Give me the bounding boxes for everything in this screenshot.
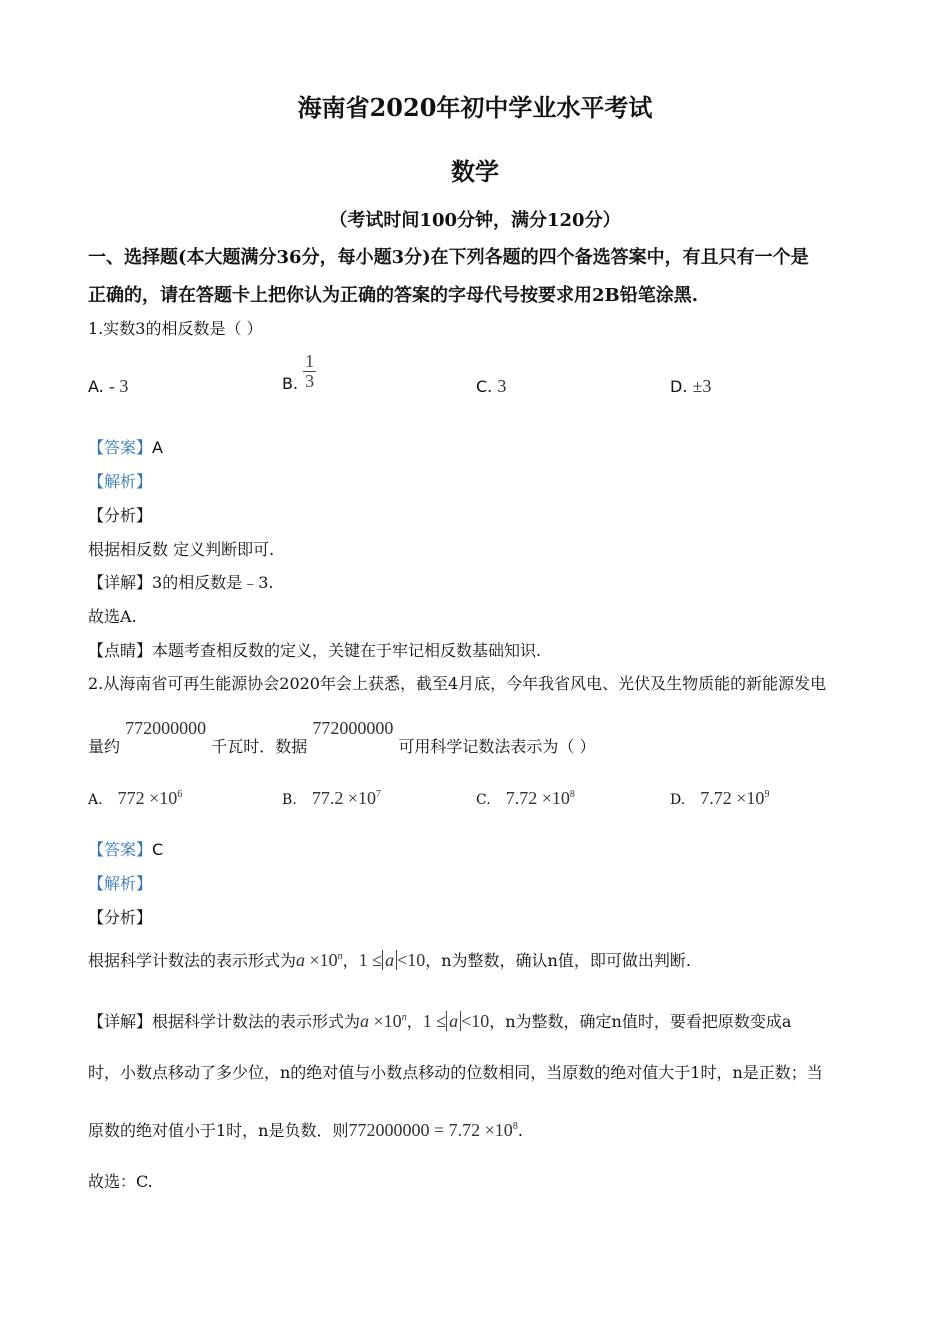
q1-stem: 1.实数3的相反数是（ ）	[88, 319, 263, 338]
q1-comment-text: 本题考查相反数的定义，关键在于牢记相反数基础知识.	[152, 641, 542, 660]
q2-choose: 故选：C.	[88, 1172, 153, 1191]
subject-title: 数学	[451, 157, 499, 186]
q2-option-d-value: $7.72 \times 10^9$	[700, 788, 770, 808]
q2-stem-number1: 772000000	[125, 718, 207, 738]
q2-detail-line3-math: $772000000 = 7.72 \times 10^8$	[348, 1120, 518, 1140]
q1-choose: 故选A.	[88, 607, 137, 626]
q2-option-c-label: C.	[476, 792, 491, 808]
q2-stem-mid: 千瓦时．数据	[211, 737, 308, 756]
q2-option-d-label: D.	[670, 792, 686, 808]
q1-option-d-label: D.	[670, 377, 688, 396]
q1-option-b-label: B.	[282, 374, 299, 393]
q1-option-c-value: 3	[497, 376, 507, 396]
q2-detail-line3-post: .	[517, 1121, 523, 1140]
q1-option-a	[88, 376, 128, 397]
q1-answer	[88, 435, 163, 458]
q1-option-d	[670, 376, 711, 397]
q2-detail-line3	[88, 1118, 523, 1141]
q1-detail-tag: 【详解】	[88, 573, 153, 592]
q1-comment	[88, 638, 541, 661]
q2-option-b	[282, 778, 381, 808]
q2-stem-post: 可用科学记数法表示为（ ）	[398, 737, 596, 756]
q1-option-b-numerator: 1	[305, 351, 315, 372]
q2-detail-line2: 时，小数点移动了多少位，n的绝对值与小数点移动的位数相同，当原数的绝对值大于1时，n是正数；当	[88, 1063, 823, 1082]
q2-answer-tag: 【答案】	[88, 840, 153, 859]
q1-option-b-fraction	[303, 352, 316, 391]
q2-fenxi-post: ，n为整数，确认n值，即可做出判断.	[425, 951, 691, 970]
q2-option-c	[476, 778, 575, 808]
q2-option-c-value: $7.72 \times 10^8$	[505, 788, 575, 808]
q2-option-a	[88, 778, 182, 808]
q2-answer-value: C	[152, 840, 164, 859]
q1-detail-text: 3的相反数是﹣3.	[152, 573, 274, 592]
q2-option-d	[670, 778, 769, 808]
q1-option-a-label: A.	[88, 377, 104, 396]
q2-option-a-label: A.	[88, 792, 103, 808]
q2-fenxi-text	[88, 948, 691, 971]
q2-detail-post: ，n为整数，确定n值时，要看把原数变成a	[489, 1012, 792, 1031]
q2-detail-inequality: 1 ≤ a <10	[422, 1011, 490, 1031]
section-heading-line1: 一、选择题(本大题满分36分，每小题3分)在下列各题的四个备选答案中，有且只有一个是	[88, 247, 809, 268]
q1-analysis-tag: 【解析】	[88, 472, 153, 491]
q1-option-c-label: C.	[476, 377, 493, 396]
q2-fenxi-sep: ，	[342, 951, 359, 970]
q2-fenxi-formula: $a \times 10^n$	[296, 950, 343, 970]
q1-option-b-denominator: 3	[305, 371, 315, 391]
q1-fenxi-tag: 【分析】	[88, 506, 153, 525]
q2-stem-line2	[88, 718, 596, 758]
q2-option-b-label: B.	[282, 792, 297, 808]
q2-detail-formula: $a \times 10^n$	[360, 1011, 407, 1031]
q1-option-c	[476, 376, 506, 397]
q2-stem-number2: 772000000	[312, 718, 394, 738]
q2-option-b-value: $77.2 \times 10^7$	[311, 788, 381, 808]
q2-detail-pre: 根据科学计数法的表示形式为	[152, 1012, 361, 1031]
q2-detail-sep: ，	[406, 1012, 423, 1031]
q1-fenxi-text: 根据相反数 定义判断即可.	[88, 540, 275, 559]
q1-answer-value: A	[152, 438, 163, 457]
q2-detail-tag: 【详解】	[88, 1012, 153, 1031]
q1-option-a-value: - 3	[108, 376, 129, 396]
q1-detail	[88, 570, 273, 593]
q2-detail-line3-pre: 原数的绝对值小于1时，n是负数．则	[88, 1121, 349, 1140]
q1-answer-tag: 【答案】	[88, 438, 153, 457]
q2-analysis-tag: 【解析】	[88, 874, 153, 893]
section-heading-line2: 正确的，请在答题卡上把你认为正确的答案的字母代号按要求用2B铅笔涂黑.	[88, 285, 699, 306]
exam-title: 海南省2020年初中学业水平考试	[297, 93, 653, 122]
q2-detail-line1	[88, 1009, 791, 1032]
q2-option-a-value: $772 \times 10^6$	[117, 788, 183, 808]
q2-stem-line1: 2.从海南省可再生能源协会2020年会上获悉，截至4月底，今年我省风电、光伏及生物质能的新能源发电	[88, 674, 827, 693]
q2-fenxi-tag: 【分析】	[88, 908, 153, 927]
q1-comment-tag: 【点睛】	[88, 641, 153, 660]
q2-answer	[88, 837, 163, 860]
q2-fenxi-inequality: 1 ≤ a <10	[358, 950, 426, 970]
exam-info: （考试时间100分钟，满分120分）	[329, 210, 621, 231]
q2-stem-pre: 量约	[88, 737, 121, 756]
q1-option-b	[282, 350, 316, 393]
q2-fenxi-pre: 根据科学计数法的表示形式为	[88, 951, 297, 970]
q1-option-d-value: ±3	[692, 376, 712, 396]
